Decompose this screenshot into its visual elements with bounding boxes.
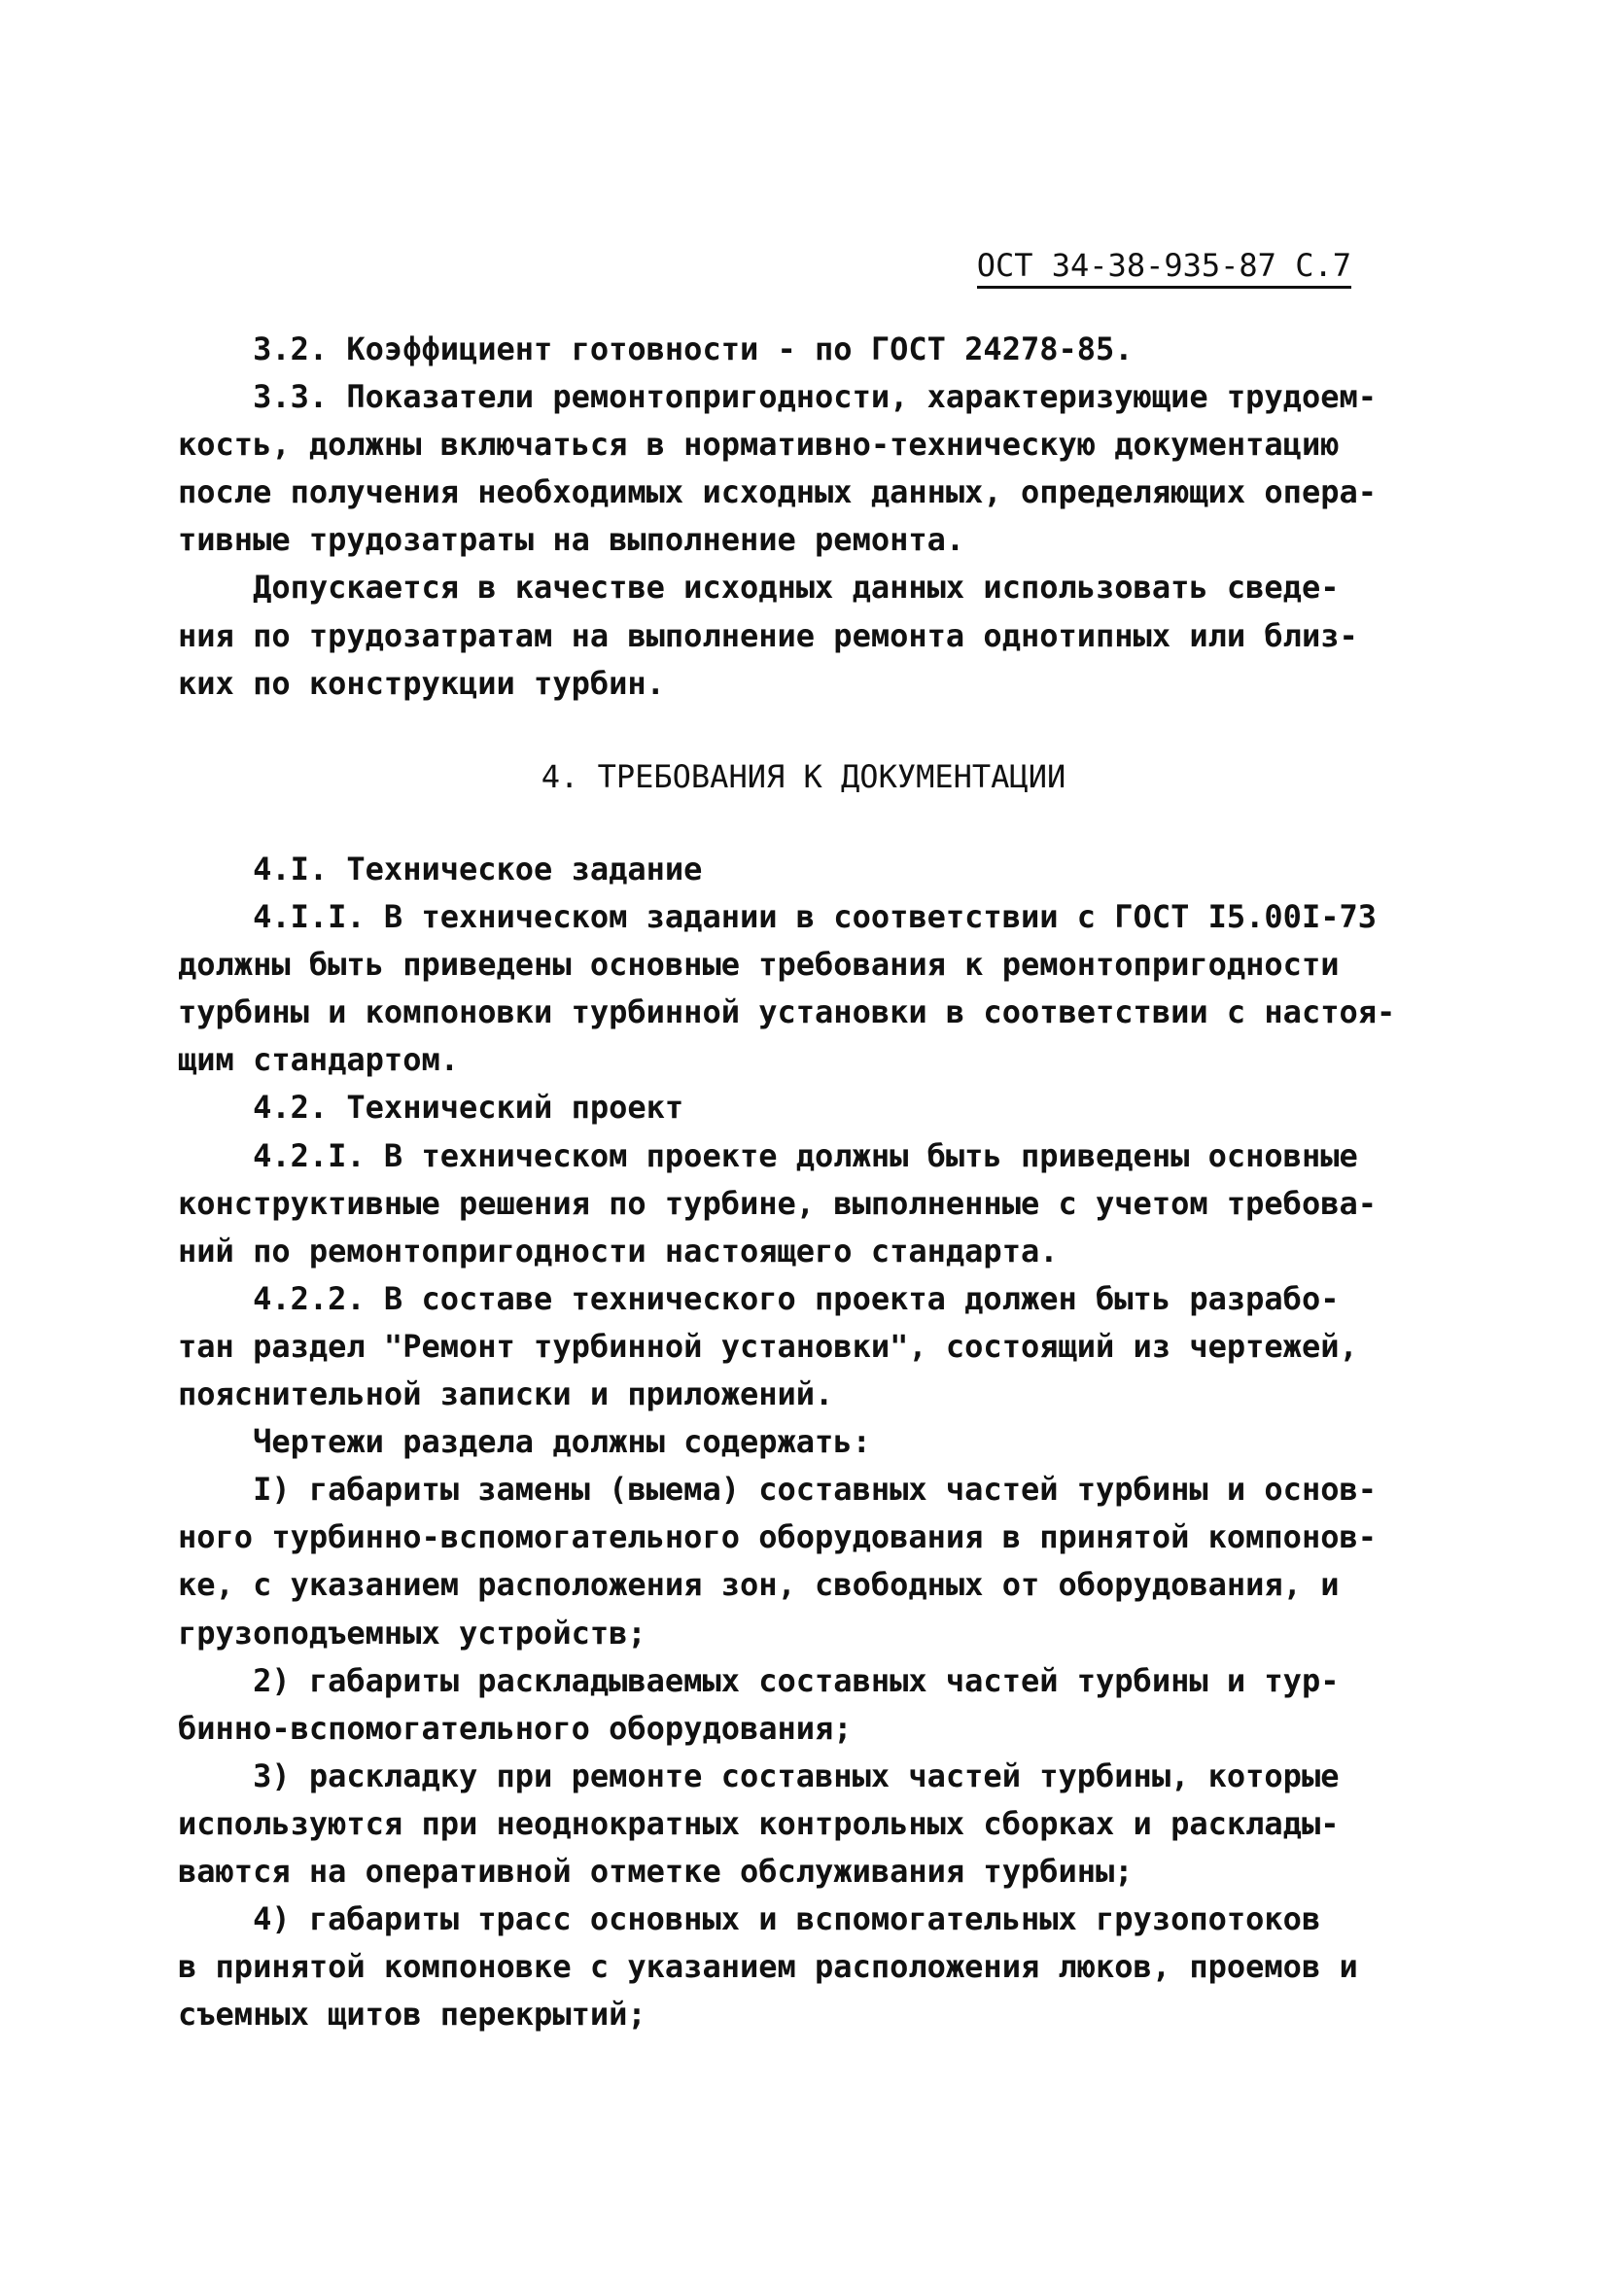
text-line: ких по конструкции турбин. xyxy=(178,664,665,702)
text-line: 2) габариты раскладываемых составных частей турбины и тур- xyxy=(178,1661,1340,1699)
text-line: после получения необходимых исходных данных, определяющих опера- xyxy=(178,473,1377,511)
text-line: в принятой компоновке с указанием расположения люков, проемов и xyxy=(178,1948,1358,1986)
text-line: щим стандартом. xyxy=(178,1041,459,1079)
text-line: грузоподъемных устройств; xyxy=(178,1614,646,1652)
text-line: используются при неоднократных контрольных сборках и расклады- xyxy=(178,1804,1340,1842)
text-line: ваются на оперативной отметке обслуживания турбины; xyxy=(178,1852,1134,1890)
text-line: тан раздел "Ремонт турбинной установки", состоящий из чертежей, xyxy=(178,1327,1358,1365)
text-line: тивные трудозатраты на выполнение ремонта. xyxy=(178,521,965,559)
text-line: ке, с указанием расположения зон, свободных от оборудования, и xyxy=(178,1566,1340,1604)
text-line: 4.2.2. В составе технического проекта должен быть разрабо- xyxy=(178,1279,1340,1317)
text-line: 3.3. Показатели ремонтопригодности, характеризующие трудоем- xyxy=(178,378,1377,416)
document-header: ОСТ 34-38-935-87 С.7 xyxy=(977,247,1351,289)
text-line: 4.2.I. В техническом проекте должны быть приведены основные xyxy=(178,1136,1358,1174)
text-line: ного турбинно-вспомогательного оборудования в принятой компонов- xyxy=(178,1518,1377,1556)
text-line: 3.2. Коэффициент готовности - по ГОСТ 24278-85. xyxy=(178,330,1134,367)
text-line: конструктивные решения по турбине, выполненные с учетом требова- xyxy=(178,1184,1377,1222)
text-line: 4.I.I. В техническом задании в соответствии с ГОСТ I5.00I-73 xyxy=(178,898,1377,936)
text-line: должны быть приведены основные требования к ремонтопригодности xyxy=(178,946,1340,984)
text-line: съемных щитов перекрытий; xyxy=(178,1996,646,2034)
text-line: 4) габариты трасс основных и вспомогательных грузопотоков xyxy=(178,1900,1321,1938)
text-line: 3) раскладку при ремонте составных частей турбины, которые xyxy=(178,1757,1340,1794)
text-line: турбины и компоновки турбинной установки в соответствии с настоя- xyxy=(178,993,1396,1031)
text-line: пояснительной записки и приложений. xyxy=(178,1375,834,1413)
text-line: 4.2. Технический проект xyxy=(178,1089,684,1127)
section-heading: 4. ТРЕБОВАНИЯ К ДОКУМЕНТАЦИИ xyxy=(541,758,1066,795)
text-line: Допускается в качестве исходных данных использовать сведе- xyxy=(178,569,1340,607)
text-line: кость, должны включаться в нормативно-техническую документацию xyxy=(178,426,1340,464)
text-line: ний по ремонтопригодности настоящего стандарта. xyxy=(178,1232,1059,1270)
text-line: Чертежи раздела должны содержать: xyxy=(178,1423,871,1461)
text-line: 4.I. Техническое задание xyxy=(178,851,703,887)
text-block-section-3 xyxy=(178,326,1442,708)
text-line: ния по трудозатратам на выполнение ремонта однотипных или близ- xyxy=(178,616,1358,654)
text-line: бинно-вспомогательного оборудования; xyxy=(178,1709,853,1747)
text-block-section-4 xyxy=(178,846,1442,2038)
text-line: I) габариты замены (выема) составных частей турбины и основ- xyxy=(178,1471,1377,1509)
